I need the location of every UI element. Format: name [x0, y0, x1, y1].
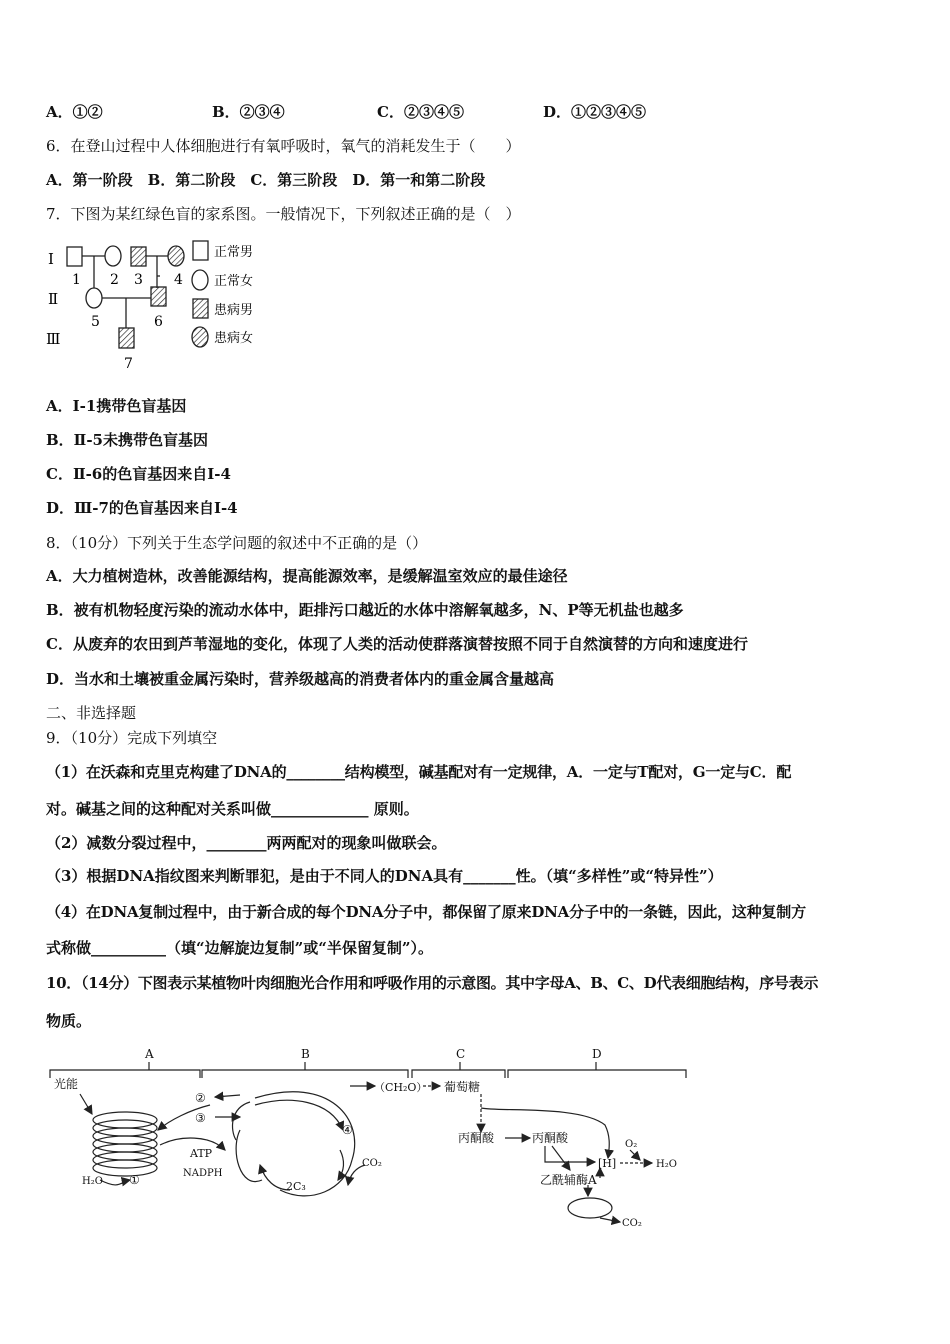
gen-label-3: Ⅲ: [46, 330, 61, 348]
q9-line-3: （2）减数分裂过程中，________两两配对的现象叫做联会。: [46, 834, 447, 852]
q8-option-c: C．从废弃的农田到芦苇湿地的变化，体现了人类的活动使群落演替按照不同于自然演替的方向和速度进行: [46, 635, 748, 653]
section-title: 二、非选择题: [46, 704, 137, 722]
legend-affected-male-icon: [193, 299, 208, 318]
nadph-label: NADPH: [183, 1168, 223, 1179]
legend-affected-female-icon: [192, 327, 208, 347]
h2o-out-label: H₂O: [656, 1159, 677, 1170]
individual-3: [131, 247, 146, 266]
legend-normal-female: 正常女: [214, 274, 254, 289]
pyruvate-label-1: 丙酮酸: [458, 1131, 495, 1145]
q7-option-c: C．Ⅱ-6的色盲基因来自Ⅰ-4: [46, 465, 231, 483]
c3-label: 2C₃: [286, 1180, 306, 1193]
q10-line-1: 10．（14分）下图表示某植物叶肉细胞光合作用和呼吸作用的示意图。其中字母A、B、C、D代表细胞结构，序号表示: [46, 974, 819, 992]
thylakoid-stack: [93, 1112, 157, 1176]
legend-affected-male: 患病男: [214, 303, 254, 318]
light-label: 光能: [54, 1077, 79, 1091]
q6-stem: 6．在登山过程中人体细胞进行有氧呼吸时，氧气的消耗发生于（ ）: [46, 137, 521, 155]
individual-7: [119, 328, 134, 348]
cell-process-diagram: [40, 1040, 700, 1240]
substance-1-label: ①: [129, 1173, 140, 1187]
q5-option-a: A．①②: [46, 103, 103, 121]
substance-4-label: ④: [342, 1123, 353, 1137]
q7-stem: 7．下图为某红绿色盲的家系图。一般情况下，下列叙述正确的是（ ）: [46, 205, 521, 223]
number-1: 1: [72, 272, 81, 288]
gen-label-2: Ⅱ: [48, 290, 59, 308]
q5-option-d: D．①②③④⑤: [543, 103, 647, 121]
acetyl-coa-label: 乙酰辅酶A: [540, 1173, 597, 1187]
substance-2-label: ②: [195, 1091, 206, 1105]
q8-stem: 8．（10分）下列关于生态学问题的叙述中不正确的是（）: [46, 534, 428, 552]
atp-label: ATP: [190, 1147, 213, 1160]
ch2o-label: （CH₂O）: [374, 1081, 428, 1094]
legend-normal-male: 正常男: [214, 245, 254, 260]
section-b-label: B: [301, 1047, 310, 1061]
co2-in-label: CO₂: [362, 1158, 382, 1169]
q7-option-b: B．Ⅱ-5未携带色盲基因: [46, 431, 208, 449]
number-2: 2: [110, 272, 119, 288]
section-a-label: A: [145, 1047, 154, 1061]
number-6: 6: [154, 314, 163, 330]
pedigree-chart: [40, 236, 280, 376]
pyruvate-label-2: 丙酮酸: [532, 1131, 569, 1145]
q8-option-a: A．大力植树造林，改善能源结构，提高能源效率，是缓解温室效应的最佳途径: [46, 567, 568, 585]
legend-normal-female-icon: [192, 270, 208, 290]
individual-2: [105, 246, 121, 266]
q9-line-2: 对。碱基之间的这种配对关系叫做_____________ 原则。: [46, 800, 419, 818]
section-d-label: D: [592, 1047, 602, 1061]
number-3: 3: [134, 272, 143, 288]
section-c-label: C: [456, 1047, 466, 1061]
co2-out-label: CO₂: [622, 1218, 642, 1229]
q6-options: A．第一阶段 B．第二阶段 C．第三阶段 D．第一和第二阶段: [46, 171, 486, 189]
q9-stem: 9．（10分）完成下列填空: [46, 729, 218, 747]
individual-6: [151, 287, 166, 306]
q9-line-5: （4）在DNA复制过程中，由于新合成的每个DNA分子中，都保留了原来DNA分子中的一条链，因此，这种复制方: [46, 903, 806, 921]
q5-option-c: C．②③④⑤: [377, 103, 464, 121]
q8-option-b: B．被有机物轻度污染的流动水体中，距排污口越近的水体中溶解氧越多，N、P等无机盐也越多: [46, 601, 684, 619]
individual-1: [67, 247, 82, 266]
glucose-label: 葡萄糖: [444, 1080, 481, 1094]
individual-4: [168, 246, 184, 266]
q9-line-4: （3）根据DNA指纹图来判断罪犯，是由于不同人的DNA具有_______性。（填“多样性”或“特异性”）: [46, 867, 723, 885]
number-4: 4: [174, 272, 183, 288]
q9-line-6: 式称做__________（填“边解旋边复制”或“半保留复制”）。: [46, 939, 434, 957]
individual-5: [86, 288, 102, 308]
q8-option-d: D．当水和土壤被重金属污染时，营养级越高的消费者体内的重金属含量越高: [46, 670, 555, 688]
q9-line-1: （1）在沃森和克里克构建了DNA的________结构模型，碱基配对有一定规律，A．一定与T配对，G一定与C．配: [46, 763, 792, 781]
h2o-in-label: H₂O: [82, 1176, 103, 1187]
q7-option-d: D．Ⅲ-7的色盲基因来自Ⅰ-4: [46, 499, 238, 517]
o2-label: O₂: [625, 1139, 638, 1150]
substance-3-label: ③: [195, 1111, 206, 1125]
legend-affected-female: 患病女: [214, 331, 254, 346]
q7-option-a: A．Ⅰ-1携带色盲基因: [46, 397, 187, 415]
q5-option-b: B．②③④: [212, 103, 285, 121]
q10-line-2: 物质。: [46, 1012, 92, 1030]
number-5: 5: [91, 314, 100, 330]
number-7: 7: [124, 356, 133, 372]
gen-label-1: Ⅰ: [48, 250, 54, 268]
legend-normal-male-icon: [193, 241, 208, 260]
h-label: [H]: [598, 1157, 617, 1170]
